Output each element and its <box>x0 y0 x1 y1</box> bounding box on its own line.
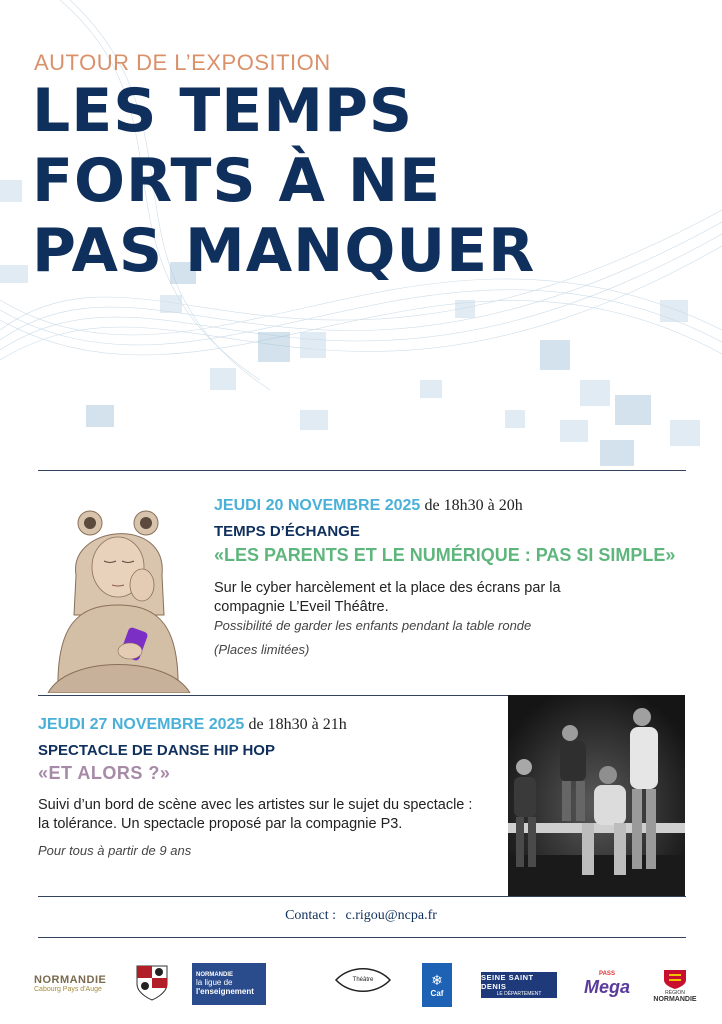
event-2-title: «ET ALORS ?» <box>38 763 171 783</box>
logo-ligue-line2: l'enseignement <box>196 987 254 996</box>
headline-line-2: FORTS À NE <box>32 146 442 216</box>
logo-region-line1: RÉGION <box>665 989 685 996</box>
ligue-enseignement-logo <box>192 963 266 1005</box>
contact-line <box>0 908 722 924</box>
logo-normandie-line1: NORMANDIE <box>34 973 107 986</box>
event-2-time: de 18h30 à 21h <box>248 716 347 733</box>
event-2-date: JEUDI 27 NOVEMBRE 2025 <box>38 716 245 733</box>
exhibition-kicker: AUTOUR DE L’EXPOSITION <box>34 50 331 75</box>
event-1-places: (Places limitées) <box>214 642 310 657</box>
seine-saint-denis-logo <box>481 972 557 998</box>
logo-region-line2: NORMANDIE <box>653 995 697 1003</box>
logo-pass-main: Mega <box>583 976 630 997</box>
logo-caf-text: Caf <box>430 988 444 998</box>
logo-ligue-line1: la ligue de <box>196 978 233 987</box>
logo-seine-line1: SEINE SAINT DENIS <box>481 973 534 991</box>
event-2-type: SPECTACLE DE DANSE HIP HOP <box>38 742 275 759</box>
headline-line-3: PAS MANQUER <box>32 216 536 286</box>
divider-middle <box>38 695 508 696</box>
page-headline <box>32 76 535 286</box>
normandie-cabourg-logo <box>34 963 120 1003</box>
event-1-description: Sur le cyber harcèlement et la place des écrans par la compagnie L’Eveil Théâtre. <box>214 580 561 615</box>
lions-icon <box>662 968 688 990</box>
event-1-note: Possibilité de garder les enfants pendant la table ronde <box>214 618 532 633</box>
event-1 <box>214 497 684 659</box>
event-1-type: TEMPS D’ÉCHANGE <box>214 523 360 540</box>
logo-seine-line2: LE DÉPARTEMENT <box>496 991 542 997</box>
divider-bottom-2 <box>38 937 686 938</box>
divider-bottom-1 <box>38 896 686 897</box>
logo-ligue-top: NORMANDIE <box>196 972 233 978</box>
logo-theatre-text: Théâtre <box>352 977 374 983</box>
event-2 <box>38 716 498 860</box>
theatre-eye-logo <box>334 963 392 997</box>
coat-of-arms-logo <box>134 963 170 1003</box>
pass-mega-logo <box>581 963 633 1005</box>
event-1-dateline <box>214 497 684 515</box>
girl-phone-illustration <box>38 505 198 693</box>
event-1-time: de 18h30 à 20h <box>424 497 523 514</box>
contact-email[interactable]: c.rigou@ncpa.fr <box>345 908 437 923</box>
event-1-date: JEUDI 20 NOVEMBRE 2025 <box>214 497 421 514</box>
region-normandie-logo <box>654 963 696 1007</box>
logo-normandie-line2: Cabourg Pays d'Auge <box>34 985 102 993</box>
event-2-description: Suivi d’un bord de scène avec les artistes sur le sujet du spectacle : la tolérance. Un spectacle proposé par la compagnie P3. <box>38 797 473 832</box>
snowflake-icon: ❄ <box>431 972 443 989</box>
caf-logo <box>422 963 452 1007</box>
event-2-dateline <box>38 716 498 734</box>
event-2-note: Pour tous à partir de 9 ans <box>38 843 192 858</box>
event-1-title: «LES PARENTS ET LE NUMÉRIQUE : PAS SI SIMPLE» <box>214 545 676 565</box>
contact-label: Contact : <box>285 908 336 923</box>
headline-line-1: LES TEMPS <box>32 76 414 146</box>
divider-top <box>38 470 686 471</box>
dancers-photo <box>508 695 685 896</box>
logo-pass-top: PASS <box>599 970 615 977</box>
